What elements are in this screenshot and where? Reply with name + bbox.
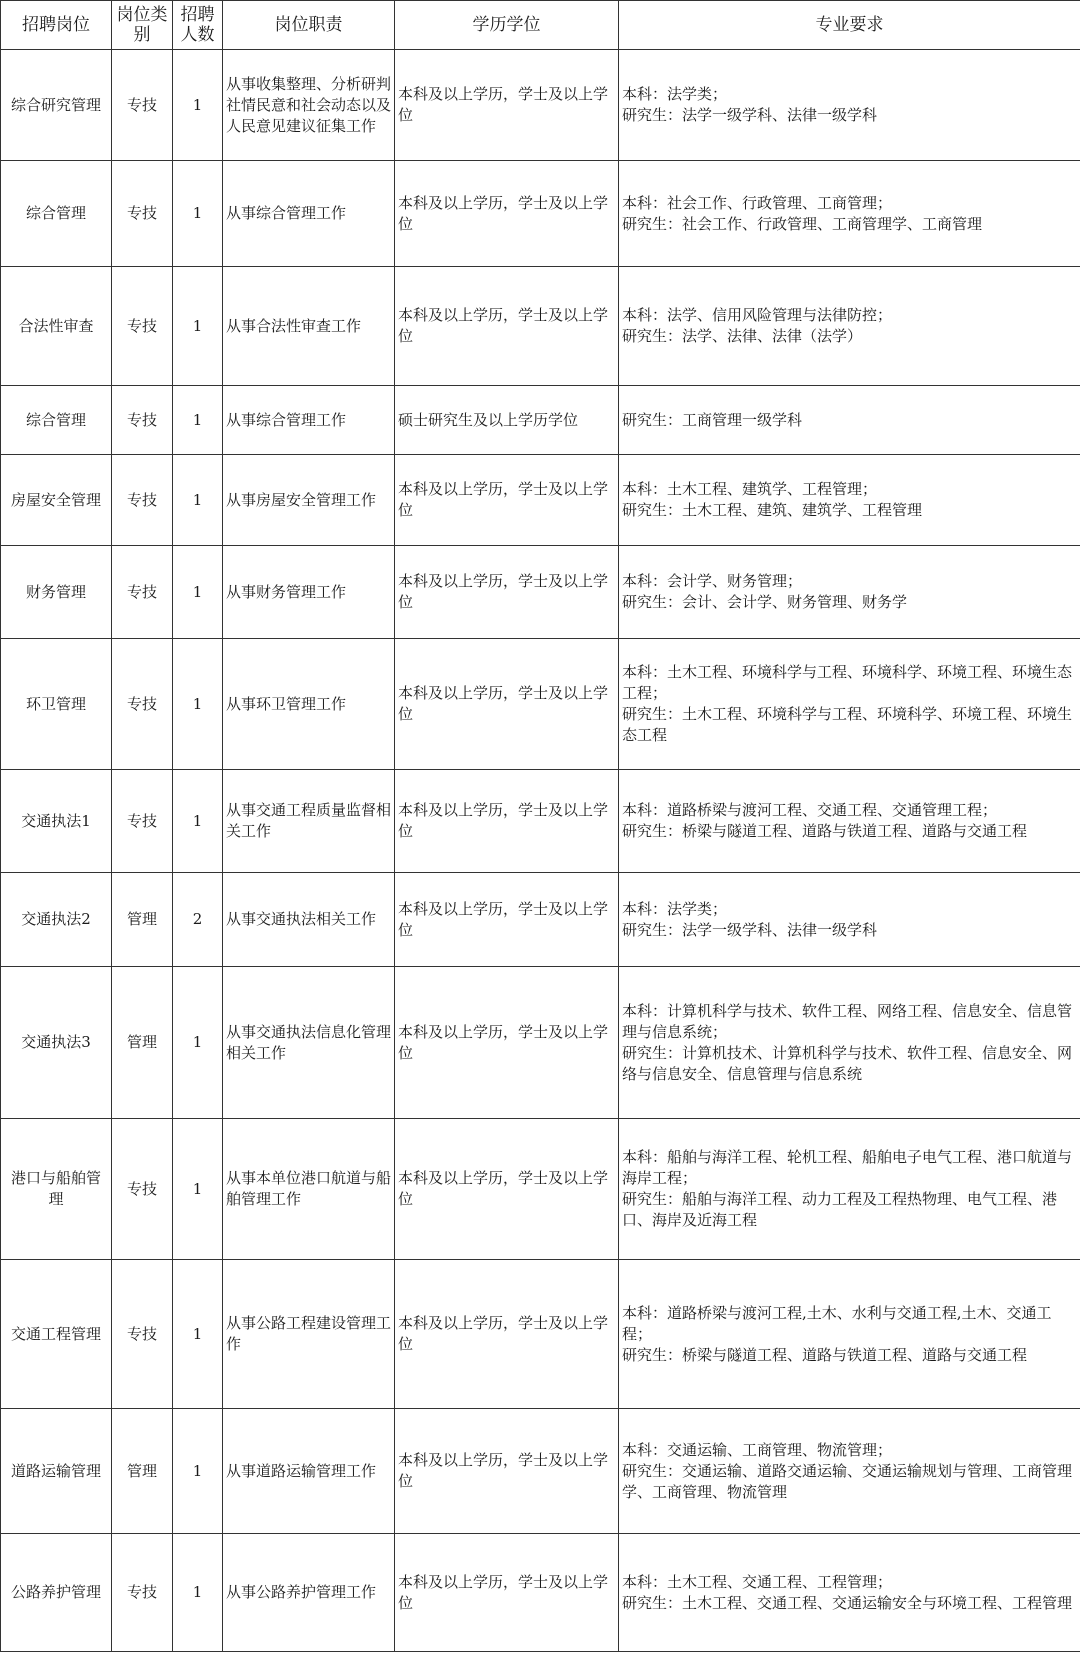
post-cell: 交通执法3: [1, 967, 112, 1119]
degree-cell: 本科及以上学历，学士及以上学位: [395, 50, 619, 161]
duty-cell: 从事收集整理、分析研判社情民意和社会动态以及人民意见建议征集工作: [223, 50, 395, 161]
header-post: 招聘岗位: [1, 1, 112, 50]
table-row: [1, 161, 1080, 267]
major-cell: 本科：道路桥梁与渡河工程,土木、水利与交通工程,土木、交通工程； 研究生：桥梁与隧道工程、道路与铁道工程、道路与交通工程: [619, 1260, 1080, 1409]
category-cell: 管理: [112, 967, 173, 1119]
major-cell: 本科：社会工作、行政管理、工商管理； 研究生：社会工作、行政管理、工商管理学、工商管理: [619, 161, 1080, 267]
count-cell: 1: [173, 639, 223, 770]
degree-cell: 本科及以上学历，学士及以上学位: [395, 267, 619, 386]
duty-cell: 从事公路工程建设管理工作: [223, 1260, 395, 1409]
count-cell: 1: [173, 967, 223, 1119]
header-major: 专业要求: [619, 1, 1080, 50]
count-cell: 1: [173, 1119, 223, 1260]
category-cell: 专技: [112, 386, 173, 455]
degree-cell: 本科及以上学历，学士及以上学位: [395, 455, 619, 546]
count-cell: 1: [173, 1409, 223, 1534]
table-row: [1, 1260, 1080, 1409]
post-cell: 环卫管理: [1, 639, 112, 770]
category-cell: 专技: [112, 267, 173, 386]
post-cell: 港口与船舶管理: [1, 1119, 112, 1260]
degree-cell: 硕士研究生及以上学历学位: [395, 386, 619, 455]
count-cell: 1: [173, 455, 223, 546]
category-cell: 专技: [112, 50, 173, 161]
category-cell: 专技: [112, 770, 173, 873]
table-row: [1, 267, 1080, 386]
count-cell: 1: [173, 1260, 223, 1409]
duty-cell: 从事道路运输管理工作: [223, 1409, 395, 1534]
count-cell: 1: [173, 770, 223, 873]
major-cell: 本科：计算机科学与技术、软件工程、网络工程、信息安全、信息管理与信息系统； 研究生：计算机技术、计算机科学与技术、软件工程、信息安全、网络与信息安全、信息管理与信息系统: [619, 967, 1080, 1119]
table-row: [1, 50, 1080, 161]
degree-cell: 本科及以上学历，学士及以上学位: [395, 1534, 619, 1652]
post-cell: 合法性审查: [1, 267, 112, 386]
count-cell: 1: [173, 267, 223, 386]
duty-cell: 从事综合管理工作: [223, 161, 395, 267]
degree-cell: 本科及以上学历，学士及以上学位: [395, 967, 619, 1119]
major-cell: 本科：道路桥梁与渡河工程、交通工程、交通管理工程； 研究生：桥梁与隧道工程、道路与铁道工程、道路与交通工程: [619, 770, 1080, 873]
duty-cell: 从事交通执法相关工作: [223, 873, 395, 967]
duty-cell: 从事公路养护管理工作: [223, 1534, 395, 1652]
duty-cell: 从事综合管理工作: [223, 386, 395, 455]
table-row: [1, 386, 1080, 455]
degree-cell: 本科及以上学历，学士及以上学位: [395, 873, 619, 967]
header-row: [1, 1, 1080, 50]
degree-cell: 本科及以上学历，学士及以上学位: [395, 1119, 619, 1260]
header-category: 岗位类别: [112, 1, 173, 50]
post-cell: 综合管理: [1, 386, 112, 455]
count-cell: 1: [173, 161, 223, 267]
post-cell: 综合管理: [1, 161, 112, 267]
post-cell: 交通执法2: [1, 873, 112, 967]
category-cell: 专技: [112, 1260, 173, 1409]
post-cell: 财务管理: [1, 546, 112, 639]
table-row: [1, 455, 1080, 546]
category-cell: 管理: [112, 873, 173, 967]
degree-cell: 本科及以上学历，学士及以上学位: [395, 161, 619, 267]
category-cell: 专技: [112, 455, 173, 546]
major-cell: 研究生：工商管理一级学科: [619, 386, 1080, 455]
category-cell: 专技: [112, 639, 173, 770]
degree-cell: 本科及以上学历，学士及以上学位: [395, 639, 619, 770]
degree-cell: 本科及以上学历，学士及以上学位: [395, 770, 619, 873]
post-cell: 综合研究管理: [1, 50, 112, 161]
major-cell: 本科：交通运输、工商管理、物流管理； 研究生：交通运输、道路交通运输、交通运输规划与管理、工商管理学、工商管理、物流管理: [619, 1409, 1080, 1534]
table-row: [1, 1119, 1080, 1260]
duty-cell: 从事房屋安全管理工作: [223, 455, 395, 546]
duty-cell: 从事财务管理工作: [223, 546, 395, 639]
category-cell: 专技: [112, 1119, 173, 1260]
table-row: [1, 967, 1080, 1119]
post-cell: 房屋安全管理: [1, 455, 112, 546]
major-cell: 本科：法学类； 研究生：法学一级学科、法律一级学科: [619, 50, 1080, 161]
table-row: [1, 1409, 1080, 1534]
header-count: 招聘人数: [173, 1, 223, 50]
count-cell: 1: [173, 50, 223, 161]
count-cell: 1: [173, 546, 223, 639]
major-cell: 本科：土木工程、建筑学、工程管理； 研究生：土木工程、建筑、建筑学、工程管理: [619, 455, 1080, 546]
category-cell: 专技: [112, 161, 173, 267]
degree-cell: 本科及以上学历，学士及以上学位: [395, 546, 619, 639]
major-cell: 本科：会计学、财务管理； 研究生：会计、会计学、财务管理、财务学: [619, 546, 1080, 639]
duty-cell: 从事本单位港口航道与船舶管理工作: [223, 1119, 395, 1260]
post-cell: 交通执法1: [1, 770, 112, 873]
duty-cell: 从事交通执法信息化管理相关工作: [223, 967, 395, 1119]
major-cell: 本科：法学类； 研究生：法学一级学科、法律一级学科: [619, 873, 1080, 967]
count-cell: 1: [173, 386, 223, 455]
major-cell: 本科：法学、信用风险管理与法律防控； 研究生：法学、法律、法律（法学）: [619, 267, 1080, 386]
major-cell: 本科：船舶与海洋工程、轮机工程、船舶电子电气工程、港口航道与海岸工程； 研究生：船舶与海洋工程、动力工程及工程热物理、电气工程、港口、海岸及近海工程: [619, 1119, 1080, 1260]
degree-cell: 本科及以上学历，学士及以上学位: [395, 1260, 619, 1409]
table-row: [1, 873, 1080, 967]
category-cell: 专技: [112, 1534, 173, 1652]
major-cell: 本科：土木工程、交通工程、工程管理； 研究生：土木工程、交通工程、交通运输安全与环境工程、工程管理: [619, 1534, 1080, 1652]
duty-cell: 从事环卫管理工作: [223, 639, 395, 770]
post-cell: 公路养护管理: [1, 1534, 112, 1652]
header-degree: 学历学位: [395, 1, 619, 50]
post-cell: 道路运输管理: [1, 1409, 112, 1534]
category-cell: 管理: [112, 1409, 173, 1534]
table-row: [1, 639, 1080, 770]
count-cell: 2: [173, 873, 223, 967]
table-row: [1, 1534, 1080, 1652]
degree-cell: 本科及以上学历，学士及以上学位: [395, 1409, 619, 1534]
header-duty: 岗位职责: [223, 1, 395, 50]
post-cell: 交通工程管理: [1, 1260, 112, 1409]
table-row: [1, 770, 1080, 873]
count-cell: 1: [173, 1534, 223, 1652]
table-row: [1, 546, 1080, 639]
duty-cell: 从事交通工程质量监督相关工作: [223, 770, 395, 873]
major-cell: 本科：土木工程、环境科学与工程、环境科学、环境工程、环境生态工程； 研究生：土木工程、环境科学与工程、环境科学、环境工程、环境生态工程: [619, 639, 1080, 770]
category-cell: 专技: [112, 546, 173, 639]
duty-cell: 从事合法性审查工作: [223, 267, 395, 386]
